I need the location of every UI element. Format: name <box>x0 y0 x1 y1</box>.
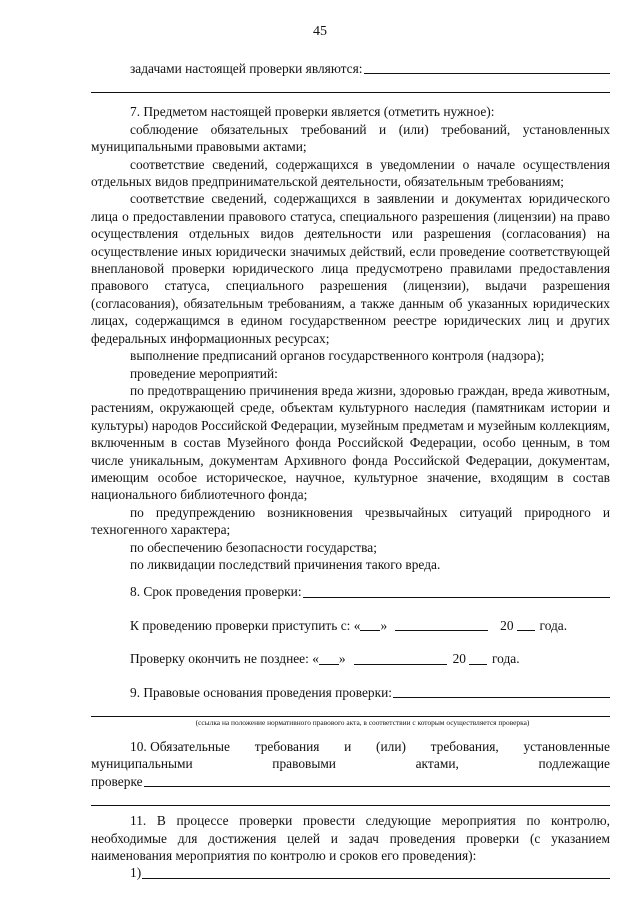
item8-blank <box>303 584 610 598</box>
item7-sub-2: по предупреждению возникновения чрезвычайных ситуаций природного и техногенного характера; <box>91 504 610 538</box>
item7-sub-3: по обеспечению безопасности государства; <box>130 539 377 555</box>
item10-blank <box>144 773 610 787</box>
item10-word: установленные <box>523 739 610 754</box>
end-year-blank <box>469 651 487 665</box>
item11-row-1 <box>91 864 610 881</box>
item10-word: требования <box>254 739 320 754</box>
end-year-prefix: 20 <box>452 651 466 667</box>
tasks-label: задачами настоящей проверки являются: <box>130 61 363 76</box>
item9-blank <box>393 684 610 698</box>
item7-heading: 7. Предметом настоящей проверки является (отметить нужное): <box>130 104 495 120</box>
item10-word: требования, <box>430 739 499 754</box>
item11-first-label: 1) <box>130 865 142 881</box>
start-month-blank <box>395 617 488 631</box>
item9-blank-line-2 <box>91 715 610 717</box>
item10-line-1 <box>91 738 610 755</box>
item9-row <box>91 678 610 701</box>
start-year-prefix: 20 <box>500 617 514 633</box>
item11-text: 11. В процессе проверки провести следующие мероприятия по контролю, необходимые для достижения целей и задач проведения проверки (с указанием наименования мероприятия по контролю и сроков его проведения): <box>91 813 610 864</box>
item7-sub-1: по предотвращению причинения вреда жизни, здоровью граждан, вреда животным, растениям, окружающей среде, объектам культурного наследия (памятникам истории и культуры) народов Российской Федерации, музейным предметам и музейным коллекциям, включенным в состав Музейного фонда Российской Федерации, особо ценным, в том числе уникальным, документам Архивного фонда Российской Федерации, документам, имеющим особое историческое, научное, культурное значение, входящим в состав национального библиотечного фонда; <box>91 382 610 503</box>
item10-word: 10. Обязательные <box>130 739 230 754</box>
document-body <box>91 60 610 882</box>
item7-option-5: проведение мероприятий: <box>130 365 278 381</box>
end-year-suffix: года. <box>491 651 520 667</box>
item8-heading: 8. Срок проведения проверки: <box>130 584 302 600</box>
start-year-suffix: года. <box>539 617 568 633</box>
tasks-blank <box>364 60 611 74</box>
end-date-label: Проверку окончить не позднее: « <box>130 651 319 667</box>
end-quote-close: » <box>338 651 346 667</box>
item10-word: (или) <box>376 739 406 754</box>
item7-option-2: соответствие сведений, содержащихся в уведомлении о начале осуществления отдельных видов предпринимательской деятельности, обязательным требованиям; <box>91 156 610 190</box>
item9-heading: 9. Правовые основания проведения проверки: <box>130 684 392 700</box>
end-day-blank <box>319 651 339 665</box>
item10-line-3 <box>91 773 610 790</box>
tasks-row <box>91 60 610 77</box>
item10-word: подлежащие <box>538 756 610 772</box>
start-date-label: К проведению проверки приступить с: « <box>130 617 361 633</box>
item8-row <box>91 583 610 600</box>
item7-sub-4: по ликвидации последствий причинения такого вреда. <box>130 556 441 572</box>
item11-first-blank <box>142 865 610 879</box>
item10-line3-label: проверке <box>91 773 143 789</box>
item10-word: и <box>344 739 352 754</box>
end-month-blank <box>354 651 447 665</box>
item10-word: актами, <box>415 756 459 772</box>
start-day-blank <box>360 617 380 631</box>
item10-word: правовыми <box>272 756 336 772</box>
item10-line-2 <box>91 755 610 772</box>
start-quote-close: » <box>380 617 388 633</box>
page-number: 45 <box>313 24 327 39</box>
item7-option-1: соблюдение обязательных требований и (или) требований, установленных муниципальными правовыми актами; <box>91 121 610 155</box>
end-date-row <box>91 644 610 667</box>
item10-word: муниципальными <box>91 756 193 772</box>
item9-footnote: (ссылка на положение нормативного правового акта, в соответствии с которым осуществляется проверка) <box>195 718 530 727</box>
start-year-blank <box>517 617 535 631</box>
item7-option-4: выполнение предписаний органов государственного контроля (надзора); <box>130 348 545 364</box>
start-date-row <box>91 611 610 634</box>
item7-option-3: соответствие сведений, содержащихся в заявлении и документах юридического лица о предоставлении правового статуса, специального разрешения (лицензии) на право осуществления отдельных видов деятельности или разрешения (согласования) на осуществление иных юридически значимых действий, если проведение соответствующей внеплановой проверки юридического лица предусмотрено правилами предоставления правового статуса, специального разрешения (лицензии), выдачи разрешения (согласования), обязательным требованиям, а также данным об указанных юридических лицах, содержащимся в едином государственном реестре юридических лиц и других федеральных информационных ресурсах; <box>91 191 610 346</box>
